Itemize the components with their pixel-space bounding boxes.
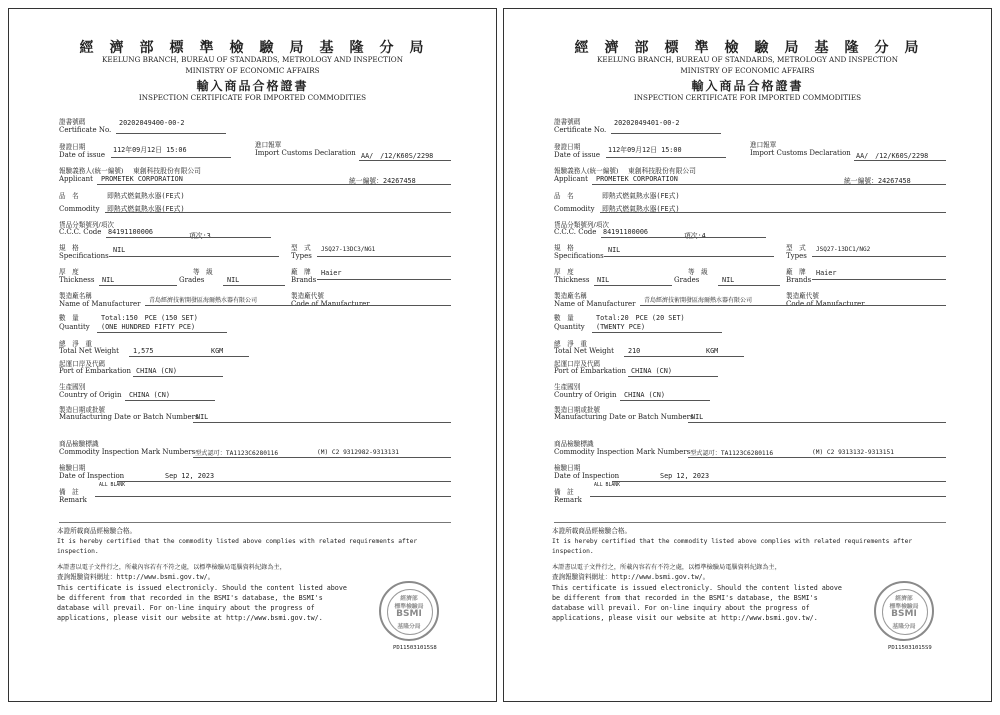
cim-text: 型式認可：TA1123C6280116	[690, 450, 774, 457]
document-serial: PD115031015S9	[888, 645, 932, 651]
insp-date-label-en: Date of Inspection	[59, 472, 125, 480]
mfr-code-label-zh: 製造廠代號	[786, 292, 819, 300]
cert-no-label-en: Certificate No.	[59, 126, 112, 134]
manufacturer-label-zh: 製造廠名稱	[59, 292, 92, 300]
net-weight-label-en: Total Net Weight	[554, 347, 614, 355]
ccc-value: 84191100006	[108, 228, 154, 236]
types-label-en: Types	[786, 252, 807, 260]
remark-label-zh: 備 註	[59, 488, 79, 496]
spec-label-en: Specifications	[59, 252, 109, 260]
net-weight-label-zh: 總 淨 重	[554, 340, 587, 348]
ccc-value: 84191100006	[603, 228, 649, 236]
issue-date-label-zh: 發證日期	[554, 143, 581, 151]
mfr-code-label-en: Code of Manufacturer	[291, 300, 370, 308]
brands-label-zh: 廠 牌	[291, 268, 311, 276]
customs-label-en: Import Customs Declaration	[750, 149, 851, 157]
quantity-label-zh: 數 量	[59, 314, 79, 322]
agency-name-en: KEELUNG BRANCH, BUREAU OF STANDARDS, METROLOGY AND INSPECTION	[102, 55, 403, 64]
applicant-label-zh: 報驗義務人(統一編號)	[554, 167, 619, 175]
types-value: JSQ27-13DC1/NG2	[816, 246, 871, 253]
grades-label-zh: 等 級	[193, 268, 213, 276]
applicant-label-zh: 報驗義務人(統一編號)	[59, 167, 124, 175]
commodity-label-zh: 品 名	[59, 192, 79, 200]
electronic-notice-zh-1: 本證書以電子文件行之，所載內容若有不符之處，以標準檢驗局電腦資料紀錄為主，	[552, 564, 781, 571]
quantity-total: Total:20 PCE (20 SET)	[596, 314, 685, 322]
port-label-en: Port of Embarkation	[554, 367, 626, 375]
item-no-value: 項次:4	[684, 232, 706, 240]
seal-text-2: 標準檢驗局	[889, 604, 919, 610]
spec-label-zh: 規 格	[554, 244, 574, 252]
agency-name-zh: 經濟部標準檢驗局基隆分局	[79, 40, 440, 56]
cert-no-label-zh: 證書號碼	[59, 118, 86, 126]
certificate-title-zh: 輸入商品合格證書	[691, 79, 804, 93]
applicant-name-en: PROMETEK CORPORATION	[596, 175, 678, 183]
issue-date-value: 112年09月12日 15:06	[113, 146, 187, 154]
port-label-zh: 起運口岸及代碼	[554, 360, 601, 368]
electronic-notice-en-2: be different from that recorded in the BSMI's database, the BSMI's	[57, 594, 323, 602]
certify-statement-zh: 本證所載商品經檢驗合格。	[552, 527, 632, 535]
electronic-notice-en-4: applications, please visit our website at http://www.bsmi.gov.tw/.	[552, 614, 818, 622]
cert-no-value: 20202049401-00-2	[614, 119, 680, 127]
origin-value: CHINA (CN)	[129, 391, 170, 399]
seal-text-3: 基隆分局	[892, 624, 916, 630]
mfg-date-value: NIL	[691, 413, 704, 421]
ministry-name: MINISTRY OF ECONOMIC AFFAIRS	[680, 66, 815, 75]
quantity-words: (TWENTY PCE)	[596, 323, 646, 331]
quantity-total: Total:150 PCE (150 SET)	[101, 314, 198, 322]
cim-label-zh: 商品檢驗標識	[554, 440, 594, 448]
item-no-value: 項次:3	[189, 232, 211, 240]
mfg-date-label-en: Manufacturing Date or Batch Numbers	[59, 413, 199, 421]
origin-label-en: Country of Origin	[59, 391, 122, 399]
certificate-title-zh: 輸入商品合格證書	[196, 79, 309, 93]
customs-label-zh: 進口報單	[750, 141, 777, 149]
seal-text-2: 標準檢驗局	[394, 604, 424, 610]
cert-no-label-zh: 證書號碼	[554, 118, 581, 126]
mfg-date-label-zh: 製造日期或批號	[59, 406, 106, 414]
issue-date-value: 112年09月12日 15:00	[608, 146, 682, 154]
seal-text-1: 經濟部	[895, 596, 913, 602]
insp-date-value: Sep 12, 2023	[660, 472, 710, 480]
mfr-code-label-en: Code of Manufacturer	[786, 300, 865, 308]
net-weight-unit: KGM	[211, 347, 224, 355]
ccc-label-en: C.C.C. Code	[554, 228, 597, 236]
thickness-label-en: Thickness	[59, 276, 95, 284]
types-label-zh: 型 式	[786, 244, 806, 252]
mfg-date-value: NIL	[196, 413, 209, 421]
bsmi-seal	[874, 581, 934, 641]
manufacturer-label-en: Name of Manufacturer	[59, 300, 141, 308]
quantity-label-en: Quantity	[59, 323, 90, 331]
cim-label-en: Commodity Inspection Mark Numbers	[554, 448, 691, 456]
net-weight-value: 210	[628, 347, 641, 355]
certificate-title-en: INSPECTION CERTIFICATE FOR IMPORTED COMMODITIES	[138, 93, 367, 102]
ccc-label-en: C.C.C. Code	[59, 228, 102, 236]
seal-text-bsmi: BSMI	[891, 609, 917, 619]
quantity-words: (ONE HUNDRED FIFTY PCE)	[101, 323, 196, 331]
cim-label-en: Commodity Inspection Mark Numbers	[59, 448, 196, 456]
applicant-name-zh: 東創科技股份有限公司	[133, 167, 201, 175]
electronic-notice-en-3: database will prevail. For on-line inquiry about the progress of	[552, 604, 810, 612]
port-label-en: Port of Embarkation	[59, 367, 131, 375]
cert-no-label-en: Certificate No.	[554, 126, 607, 134]
applicant-label-en: Applicant	[554, 175, 588, 183]
commodity-value-zh: 即熱式燃氣熱水器(FE式)	[107, 192, 185, 200]
applicant-name-en: PROMETEK CORPORATION	[101, 175, 183, 183]
remark-label-zh: 備 註	[554, 488, 574, 496]
insp-date-label-zh: 檢驗日期	[554, 464, 581, 472]
inspection-certificate-1	[8, 8, 497, 702]
thickness-label-en: Thickness	[554, 276, 590, 284]
electronic-notice-zh-1: 本證書以電子文件行之，所載內容若有不符之處，以標準檢驗局電腦資料紀錄為主，	[57, 564, 286, 571]
spec-value: NIL	[608, 246, 621, 254]
electronic-notice-en-1: This certificate is issued electronicly. Should the content listed above	[552, 584, 842, 592]
types-label-zh: 型 式	[291, 244, 311, 252]
ministry-name: MINISTRY OF ECONOMIC AFFAIRS	[185, 66, 320, 75]
manufacturer-value: 青島經濟技術開發區海爾熱水器有限公司	[149, 297, 258, 304]
issue-date-label-zh: 發證日期	[59, 143, 86, 151]
seal-text-1: 經濟部	[400, 596, 418, 602]
footer-divider	[59, 522, 451, 523]
grades-value: NIL	[227, 276, 240, 284]
brands-label-en: Brands	[786, 276, 812, 284]
certificate-title-en: INSPECTION CERTIFICATE FOR IMPORTED COMMODITIES	[633, 93, 862, 102]
commodity-value-en: 即熱式燃氣熱水器(FE式)	[107, 205, 185, 213]
origin-label-en: Country of Origin	[554, 391, 617, 399]
electronic-notice-en-4: applications, please visit our website at http://www.bsmi.gov.tw/.	[57, 614, 323, 622]
thickness-label-zh: 厚 度	[554, 268, 574, 276]
commodity-label-en: Commodity	[59, 205, 100, 213]
origin-value: CHINA (CN)	[624, 391, 665, 399]
manufacturer-label-zh: 製造廠名稱	[554, 292, 587, 300]
electronic-notice-en-3: database will prevail. For on-line inquiry about the progress of	[57, 604, 315, 612]
quantity-label-zh: 數 量	[554, 314, 574, 322]
inspection-certificate-2	[503, 8, 992, 702]
types-label-en: Types	[291, 252, 312, 260]
mfg-date-label-zh: 製造日期或批號	[554, 406, 601, 414]
certify-statement-en-1: It is hereby certified that the commodity listed above complies with related requirements after	[552, 538, 913, 545]
applicant-name-zh: 東創科技股份有限公司	[628, 167, 696, 175]
cim-range: (M) C2 9312982-9313131	[317, 449, 399, 456]
cert-no-value: 20202049400-00-2	[119, 119, 185, 127]
customs-value: AA/ /12/K60S/2298	[361, 152, 434, 160]
mfr-code-label-zh: 製造廠代號	[291, 292, 324, 300]
grades-label-en: Grades	[674, 276, 700, 284]
spec-label-zh: 規 格	[59, 244, 79, 252]
thickness-value: NIL	[102, 276, 115, 284]
insp-date-value: Sep 12, 2023	[165, 472, 215, 480]
customs-label-en: Import Customs Declaration	[255, 149, 356, 157]
applicant-label-en: Applicant	[59, 175, 93, 183]
certify-statement-zh: 本證所載商品經檢驗合格。	[57, 527, 137, 535]
remark-label-en: Remark	[59, 496, 87, 504]
tax-id-value: 統一編號：24267458	[844, 177, 911, 185]
grades-label-en: Grades	[179, 276, 205, 284]
ccc-label-zh: 貨品分類號列/項次	[554, 221, 609, 229]
brands-value: Haier	[321, 269, 342, 277]
net-weight-value: 1,575	[133, 347, 154, 355]
brands-label-zh: 廠 牌	[786, 268, 806, 276]
agency-name-zh: 經濟部標準檢驗局基隆分局	[574, 40, 935, 56]
brands-value: Haier	[816, 269, 837, 277]
seal-text-3: 基隆分局	[397, 624, 421, 630]
origin-label-zh: 生產國別	[554, 383, 581, 391]
document-serial: PD115031015S8	[393, 645, 437, 651]
issue-date-label-en: Date of issue	[554, 151, 601, 159]
customs-label-zh: 進口報單	[255, 141, 282, 149]
net-weight-label-zh: 總 淨 重	[59, 340, 92, 348]
spec-value: NIL	[113, 246, 126, 254]
brands-label-en: Brands	[291, 276, 317, 284]
electronic-notice-zh-2: 查詢報驗資料網址：http://www.bsmi.gov.tw/。	[552, 573, 710, 581]
manufacturer-value: 青島經濟技術開發區海爾熱水器有限公司	[644, 297, 753, 304]
ccc-label-zh: 貨品分類號列/項次	[59, 221, 114, 229]
remark-value: ALL BLANK	[99, 483, 125, 488]
types-value: JSQ27-13DC3/NG1	[321, 246, 376, 253]
insp-date-label-en: Date of Inspection	[554, 472, 620, 480]
footer-divider	[554, 522, 946, 523]
remark-value: ALL BLANK	[594, 483, 620, 488]
cim-label-zh: 商品檢驗標識	[59, 440, 99, 448]
customs-value: AA/ /12/K60S/2298	[856, 152, 929, 160]
spec-label-en: Specifications	[554, 252, 604, 260]
manufacturer-label-en: Name of Manufacturer	[554, 300, 636, 308]
commodity-value-en: 即熱式燃氣熱水器(FE式)	[602, 205, 680, 213]
origin-label-zh: 生產國別	[59, 383, 86, 391]
quantity-label-en: Quantity	[554, 323, 585, 331]
mfg-date-label-en: Manufacturing Date or Batch Numbers	[554, 413, 694, 421]
seal-text-bsmi: BSMI	[396, 609, 422, 619]
commodity-value-zh: 即熱式燃氣熱水器(FE式)	[602, 192, 680, 200]
thickness-value: NIL	[597, 276, 610, 284]
electronic-notice-zh-2: 查詢報驗資料網址：http://www.bsmi.gov.tw/。	[57, 573, 215, 581]
tax-id-value: 統一編號：24267458	[349, 177, 416, 185]
port-value: CHINA (CN)	[631, 367, 672, 375]
bsmi-seal	[379, 581, 439, 641]
port-label-zh: 起運口岸及代碼	[59, 360, 106, 368]
insp-date-label-zh: 檢驗日期	[59, 464, 86, 472]
cim-range: (M) C2 9313132-9313151	[812, 449, 894, 456]
certify-statement-en-2: inspection.	[552, 548, 594, 555]
grades-value: NIL	[722, 276, 735, 284]
issue-date-label-en: Date of issue	[59, 151, 106, 159]
certify-statement-en-1: It is hereby certified that the commodity listed above complies with related requirements after	[57, 538, 418, 545]
port-value: CHINA (CN)	[136, 367, 177, 375]
cim-text: 型式認可：TA1123C6280116	[195, 450, 279, 457]
electronic-notice-en-2: be different from that recorded in the BSMI's database, the BSMI's	[552, 594, 818, 602]
electronic-notice-en-1: This certificate is issued electronicly. Should the content listed above	[57, 584, 347, 592]
agency-name-en: KEELUNG BRANCH, BUREAU OF STANDARDS, METROLOGY AND INSPECTION	[597, 55, 898, 64]
commodity-label-zh: 品 名	[554, 192, 574, 200]
remark-label-en: Remark	[554, 496, 582, 504]
net-weight-unit: KGM	[706, 347, 719, 355]
thickness-label-zh: 厚 度	[59, 268, 79, 276]
grades-label-zh: 等 級	[688, 268, 708, 276]
certify-statement-en-2: inspection.	[57, 548, 99, 555]
commodity-label-en: Commodity	[554, 205, 595, 213]
net-weight-label-en: Total Net Weight	[59, 347, 119, 355]
